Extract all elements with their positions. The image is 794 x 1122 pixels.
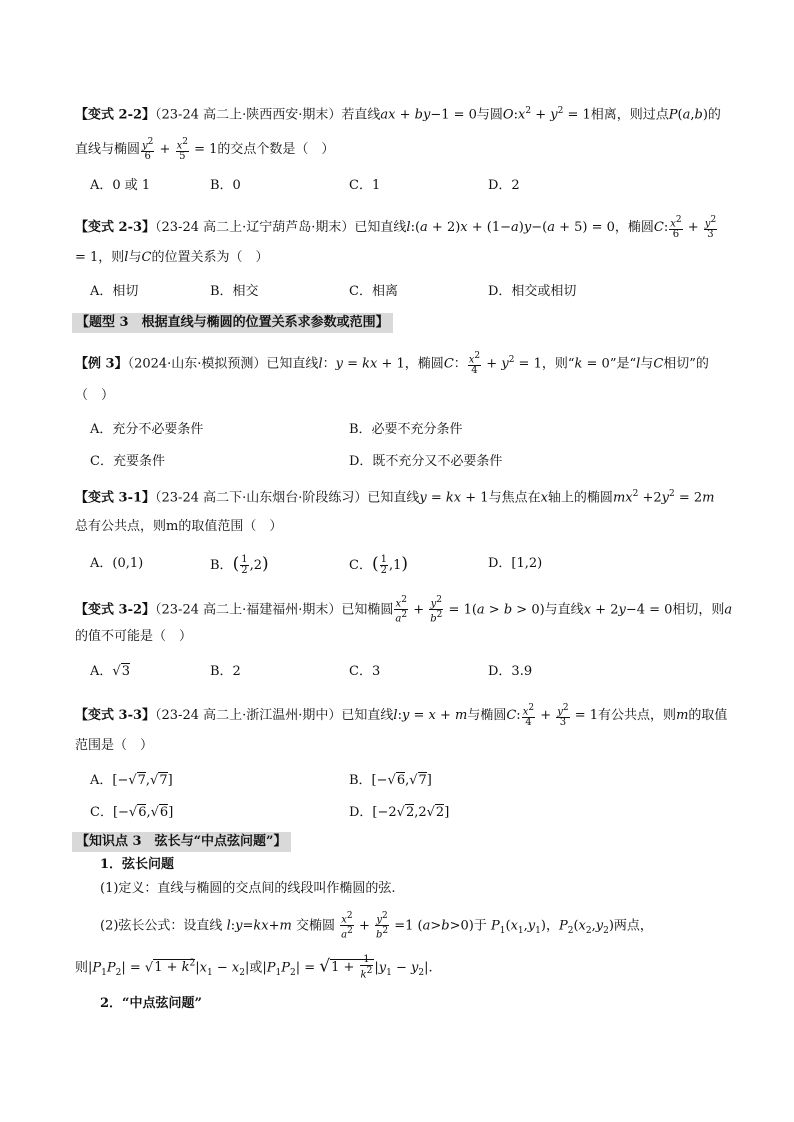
example-3-line1: 【例 3】（2024·山东·模拟预测）已知直线l：y = kx + 1，椭圆C： $\frac{x^2}{4}$ + $y^2 = 1$，则“k = 0”是“l与C相切”的 bbox=[75, 351, 709, 377]
subsection-midpoint-chord: 2．“中点弦问题” bbox=[100, 996, 203, 1011]
example-3-option-a[interactable]: A．充分不必要条件 bbox=[90, 422, 204, 437]
example-3-option-b[interactable]: B．必要不充分条件 bbox=[349, 422, 463, 437]
variant-3-2-tag: 【变式 3-2】 bbox=[75, 602, 156, 618]
variant-3-2-option-d[interactable]: D．3.9 bbox=[488, 664, 533, 679]
section-header-type-3: 【题型 3 根据直线与椭圆的位置关系求参数或范围】 bbox=[72, 313, 393, 333]
chord-definition: (1)定义：直线与椭圆的交点间的线段叫作椭圆的弦. bbox=[100, 881, 396, 896]
variant-2-3-option-c[interactable]: C．相离 bbox=[349, 284, 398, 299]
variant-2-2-option-b[interactable]: B．0 bbox=[210, 178, 241, 193]
variant-2-3-line2: = 1，则l与C的位置关系为（ ） bbox=[75, 250, 269, 265]
variant-2-2-line1: 【变式 2-2】（23-24 高二上·陕西西安·期末）若直线ax + by−1 = 0与圆$O:x^2 + y^2 = 1$相离，则过点P(a,b)的 bbox=[75, 106, 721, 123]
variant-3-3-tag: 【变式 3-3】 bbox=[75, 708, 156, 724]
variant-3-3-option-b[interactable]: B．[−√6,√7] bbox=[349, 773, 432, 788]
variant-2-3-option-b[interactable]: B．相交 bbox=[210, 284, 259, 299]
variant-3-3-option-d[interactable]: D．[−2√2,2√2] bbox=[349, 805, 450, 820]
example-3-option-d[interactable]: D．既不充分又不必要条件 bbox=[349, 454, 503, 469]
variant-3-1-line2: 总有公共点，则m的取值范围（ ） bbox=[75, 519, 283, 534]
variant-3-2-line2: 的值不可能是（ ） bbox=[75, 629, 193, 644]
variant-3-1-option-b[interactable]: B．( $\frac{1}{2}$ ,2) bbox=[210, 554, 269, 576]
variant-3-2-option-a[interactable]: A．√3 bbox=[90, 664, 130, 679]
variant-3-2-line1: 【变式 3-2】（23-24 高二上·福建福州·期末）已知椭圆 $\frac{x^2}{a^2}$ + $\frac{y^2}{b^2}$ = 1(a > b > 0)与直线x + 2y−4 = 0相切，则a bbox=[75, 595, 733, 625]
variant-2-2-option-c[interactable]: C．1 bbox=[349, 178, 381, 193]
subsection-chord-length: 1．弦长问题 bbox=[100, 857, 175, 872]
chord-length-formula: 则$|P_1P_2| = √1 + k^2|x_1 - x_2|$或$|P_1P_2| = √1$ + $\frac{1}{k^2}$ $|y_1 - y_2|$. bbox=[75, 954, 433, 981]
example-3-option-c[interactable]: C．充要条件 bbox=[90, 454, 165, 469]
variant-2-2-option-d[interactable]: D．2 bbox=[488, 178, 520, 193]
variant-2-2-line2: 直线与椭圆 $\frac{y^2}{6}$ + $\frac{x^2}{5}$ = 1的交点个数是（ ） bbox=[75, 137, 335, 163]
variant-2-2-option-a[interactable]: A．0 或 1 bbox=[90, 178, 151, 193]
variant-3-1-option-c[interactable]: C．( $\frac{1}{2}$ ,1) bbox=[349, 554, 409, 576]
variant-3-3-line1: 【变式 3-3】（23-24 高二上·浙江温州·期中）已知直线l:y = x + m与椭圆C: $\frac{x^2}{4}$ + $\frac{y^2}{3}$ = 1有公共点，则m的取值 bbox=[75, 703, 728, 729]
variant-2-2-tag: 【变式 2-2】 bbox=[75, 107, 156, 123]
variant-2-3-line1: 【变式 2-3】（23-24 高二上·辽宁葫芦岛·期末）已知直线l:(a + 2)x + (1−a)y−(a + 5) = 0，椭圆C: $\frac{x^2}{6}$ + $\frac{y^2}{3}$ bbox=[75, 215, 717, 241]
variant-3-1-option-a[interactable]: A．(0,1) bbox=[90, 556, 144, 571]
variant-3-2-option-b[interactable]: B．2 bbox=[210, 664, 241, 679]
section-header-knowledge-3: 【知识点 3 弦长与“中点弦问题”】 bbox=[72, 832, 291, 852]
variant-3-3-line2: 范围是（ ） bbox=[75, 738, 154, 753]
variant-2-3-option-a[interactable]: A．相切 bbox=[90, 284, 139, 299]
variant-3-1-line1: 【变式 3-1】（23-24 高二下·山东烟台·阶段练习）已知直线y = kx + 1与焦点在x轴上的椭圆$mx^2 +2y^2 = 2m$ bbox=[75, 489, 715, 506]
example-3-line2: （ ） bbox=[75, 388, 115, 403]
variant-3-3-option-a[interactable]: A．[−√7,√7] bbox=[90, 773, 173, 788]
variant-2-3-tag: 【变式 2-3】 bbox=[75, 220, 156, 236]
example-3-tag: 【例 3】 bbox=[75, 356, 128, 372]
chord-length-formula-intro: (2)弦长公式：设直线 l:y=kx+m 交椭圆 $\frac{x^2}{a^2}$ + $\frac{y^2}{b^2}$ =1 (a>b>0)于 $P_1(x_1,y_1)$，$P_2(x_2,y_2)$两点， bbox=[100, 911, 653, 941]
variant-2-3-option-d[interactable]: D．相交或相切 bbox=[488, 284, 577, 299]
variant-3-3-option-c[interactable]: C．[−√6,√6] bbox=[90, 805, 174, 820]
variant-3-1-option-d[interactable]: D．[1,2) bbox=[488, 556, 543, 571]
variant-3-2-option-c[interactable]: C．3 bbox=[349, 664, 381, 679]
variant-3-1-tag: 【变式 3-1】 bbox=[75, 490, 156, 506]
